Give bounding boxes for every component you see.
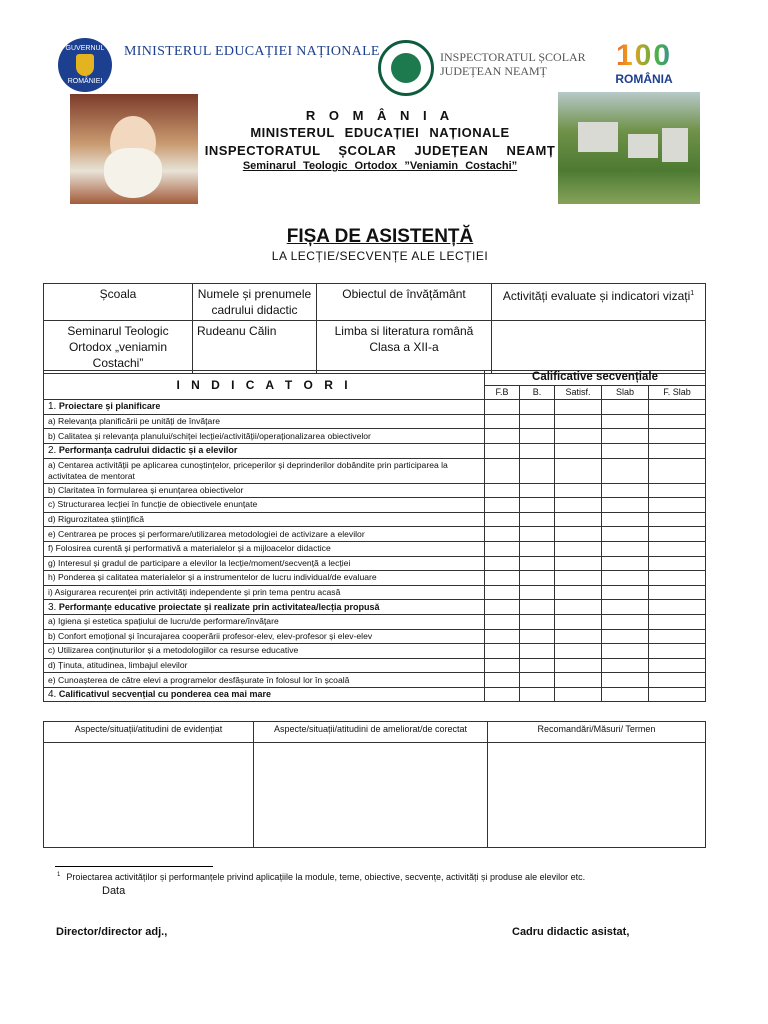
grade-cell[interactable] xyxy=(485,673,520,688)
grade-cell[interactable] xyxy=(649,629,706,644)
indicator-label: f) Folosirea curentă și performativă a materialelor și a mijloacelor didactice xyxy=(44,541,485,556)
indicator-row xyxy=(44,541,706,556)
obs-header-highlight: Aspecte/situații/atitudini de evidențiat xyxy=(44,722,254,743)
grade-cell[interactable] xyxy=(602,673,649,688)
grade-cell[interactable] xyxy=(520,541,555,556)
grade-cell[interactable] xyxy=(485,629,520,644)
indicator-row xyxy=(44,673,706,688)
building-shape xyxy=(578,122,618,152)
obs-header-improve: Aspecte/situații/atitudini de ameliorat/de corectat xyxy=(254,722,488,743)
grade-cell[interactable] xyxy=(520,687,555,702)
indicator-row xyxy=(44,644,706,659)
form-title: FIȘA DE ASISTENȚĂ xyxy=(286,226,474,247)
grade-cell[interactable] xyxy=(649,443,706,458)
grade-cell[interactable] xyxy=(485,498,520,513)
section-row xyxy=(44,400,706,415)
grade-cell[interactable] xyxy=(555,556,602,571)
indicator-row xyxy=(44,429,706,444)
inspectorate-title: INSPECTORATUL ȘCOLAR JUDEȚEAN NEAMȚ xyxy=(204,143,556,158)
grade-cell[interactable] xyxy=(602,571,649,586)
grade-cell[interactable] xyxy=(649,483,706,498)
grade-cell[interactable] xyxy=(649,658,706,673)
indicator-row xyxy=(44,556,706,571)
grade-cell[interactable] xyxy=(520,483,555,498)
grade-cell[interactable] xyxy=(555,658,602,673)
indicator-label: a) Centarea activității pe aplicarea cunoștințelor, priceperilor și deprinderilor dobândite prin participarea la activitatea de mentorat xyxy=(44,458,485,483)
indicator-label: b) Calitatea și relevanța planului/schiței lecției/activității/operaționalizarea obiectivelor xyxy=(44,429,485,444)
info-school-value[interactable]: Seminarul Teologic Ortodox „veniamin Costachi” xyxy=(44,321,193,374)
centenary-logo xyxy=(604,40,684,90)
grade-cell[interactable] xyxy=(555,443,602,458)
section-title xyxy=(44,400,485,415)
indicator-label: a) Relevanța planificării pe unități de învățare xyxy=(44,414,485,429)
teacher-signature-label: Cadru didactic asistat, xyxy=(512,926,630,938)
grade-cell[interactable] xyxy=(555,673,602,688)
grade-cell[interactable] xyxy=(602,629,649,644)
info-header-row xyxy=(44,284,706,321)
grade-cell[interactable] xyxy=(485,458,520,483)
indicator-label: i) Asigurarea recurenței prin activități independente și prin tema pentru acasă xyxy=(44,585,485,600)
isj-label-line2: JUDEȚEAN NEAMȚ xyxy=(440,64,547,78)
grade-cell[interactable] xyxy=(520,614,555,629)
indicator-row xyxy=(44,512,706,527)
grade-cell[interactable] xyxy=(649,512,706,527)
info-table xyxy=(43,283,706,374)
grade-cell[interactable] xyxy=(555,414,602,429)
inspectorate-logo xyxy=(378,40,434,96)
grade-cell[interactable] xyxy=(485,527,520,542)
grade-cell[interactable] xyxy=(485,687,520,702)
coat-of-arms-icon xyxy=(76,54,94,76)
grade-cell[interactable] xyxy=(602,614,649,629)
indicator-row xyxy=(44,458,706,483)
indicator-label: b) Claritatea în formularea și enunțarea obiectivelor xyxy=(44,483,485,498)
grade-cell[interactable] xyxy=(485,658,520,673)
indicator-label: h) Ponderea și calitatea materialelor și a instrumentelor de lucru individual/de evaluare xyxy=(44,571,485,586)
grade-cell[interactable] xyxy=(649,498,706,513)
indicator-label: g) Interesul și gradul de participare a elevilor la lecție/moment/secvență a lecției xyxy=(44,556,485,571)
grade-cell[interactable] xyxy=(649,644,706,659)
grade-cell[interactable] xyxy=(555,498,602,513)
section-title xyxy=(44,600,485,615)
indicator-row xyxy=(44,571,706,586)
grade-cell[interactable] xyxy=(555,400,602,415)
grade-cell[interactable] xyxy=(602,658,649,673)
grade-cell[interactable] xyxy=(602,585,649,600)
grade-cell[interactable] xyxy=(485,443,520,458)
grade-cell[interactable] xyxy=(602,400,649,415)
grade-fslab: F. Slab xyxy=(649,385,706,400)
grade-cell[interactable] xyxy=(520,600,555,615)
grade-cell[interactable] xyxy=(649,556,706,571)
footnote-number: 1 xyxy=(57,872,61,878)
section-title xyxy=(44,687,485,702)
footnote-mark: 1 xyxy=(690,290,695,297)
form-subtitle: LA LECȚIE/SECVENȚE ALE LECȚIEI xyxy=(271,249,489,263)
info-subject-value[interactable] xyxy=(317,321,492,374)
country-title: R O M Â N I A xyxy=(305,108,455,123)
observations-value-row xyxy=(44,743,706,848)
director-signature-label: Director/director adj., xyxy=(56,926,168,938)
seminary-aerial-photo xyxy=(558,92,700,204)
grade-cell[interactable] xyxy=(602,644,649,659)
grade-cell[interactable] xyxy=(602,527,649,542)
grade-cell[interactable] xyxy=(555,600,602,615)
info-header-activities xyxy=(492,284,706,321)
saint-portrait-image xyxy=(70,94,198,204)
grade-cell[interactable] xyxy=(520,429,555,444)
section-title-text: Calificativul secvențial cu ponderea cea mai mare xyxy=(58,689,271,700)
grade-cell[interactable] xyxy=(485,429,520,444)
section-title-text: Performanța cadrului didactic și a elevilor xyxy=(58,445,238,456)
centenary-number: 100 xyxy=(604,40,684,72)
info-value-row xyxy=(44,321,706,374)
grade-cell[interactable] xyxy=(485,414,520,429)
ministry-logo-label: MINISTERUL EDUCAȚIEI NAȚIONALE xyxy=(124,44,380,59)
info-activities-value[interactable] xyxy=(492,321,706,374)
indicators-header-row xyxy=(44,371,706,386)
grade-cell[interactable] xyxy=(485,483,520,498)
observations-table xyxy=(43,721,706,848)
grade-cell[interactable] xyxy=(602,429,649,444)
grade-cell[interactable] xyxy=(520,400,555,415)
grade-cell[interactable] xyxy=(555,614,602,629)
grades-title: Calificative secvențiale xyxy=(485,371,706,386)
grade-cell[interactable] xyxy=(602,687,649,702)
grade-cell[interactable] xyxy=(485,556,520,571)
centenary-label: ROMÂNIA xyxy=(615,72,673,86)
building-shape xyxy=(628,134,658,158)
section-title xyxy=(44,443,485,458)
indicator-row xyxy=(44,483,706,498)
grade-cell[interactable] xyxy=(602,556,649,571)
ministry-title: MINISTERUL EDUCAȚIEI NAȚIONALE xyxy=(250,125,510,140)
government-logo xyxy=(58,38,112,92)
indicator-row xyxy=(44,658,706,673)
grade-cell[interactable] xyxy=(485,400,520,415)
section-title-text: Performanțe educative proiectate și realizate prin activitatea/lecția propusă xyxy=(58,601,380,612)
observations-header-row xyxy=(44,722,706,743)
grade-cell[interactable] xyxy=(649,687,706,702)
indicator-row xyxy=(44,498,706,513)
section-row xyxy=(44,600,706,615)
grade-cell[interactable] xyxy=(602,512,649,527)
isj-label-line1: INSPECTORATUL ȘCOLAR xyxy=(440,50,586,64)
info-header-subject: Obiectul de învățământ xyxy=(317,284,492,321)
grade-b: B. xyxy=(520,385,555,400)
grade-cell[interactable] xyxy=(520,585,555,600)
obs-recommend-field[interactable] xyxy=(488,743,706,848)
footnote xyxy=(57,872,585,882)
grade-cell[interactable] xyxy=(602,600,649,615)
grade-cell[interactable] xyxy=(555,541,602,556)
grade-cell[interactable] xyxy=(520,414,555,429)
building-shape xyxy=(662,128,688,162)
grade-cell[interactable] xyxy=(520,629,555,644)
indicator-label: d) Rigurozitatea științifică xyxy=(44,512,485,527)
grade-cell[interactable] xyxy=(649,414,706,429)
indicator-row xyxy=(44,585,706,600)
grade-cell[interactable] xyxy=(602,458,649,483)
grade-cell[interactable] xyxy=(555,585,602,600)
grade-cell[interactable] xyxy=(649,429,706,444)
grade-cell[interactable] xyxy=(602,483,649,498)
grade-cell[interactable] xyxy=(520,644,555,659)
grade-cell[interactable] xyxy=(520,458,555,483)
section-number: 3. xyxy=(48,601,57,613)
grade-cell[interactable] xyxy=(520,512,555,527)
footnote-separator xyxy=(55,866,213,867)
gov-logo-text-top: GUVERNUL xyxy=(65,45,105,52)
grade-cell[interactable] xyxy=(649,673,706,688)
indicator-label: c) Structurarea lecției în funcție de obiectivele enunțate xyxy=(44,498,485,513)
info-header-school: Școala xyxy=(44,284,193,321)
grade-cell[interactable] xyxy=(485,585,520,600)
indicator-label: c) Utilizarea conținuturilor și a metodologiilor ca resurse educative xyxy=(44,644,485,659)
grade-fb: F.B xyxy=(485,385,520,400)
section-row xyxy=(44,443,706,458)
grade-cell[interactable] xyxy=(485,614,520,629)
info-header-activities-text: Activități evaluate și indicatori vizați xyxy=(502,289,691,303)
grade-cell[interactable] xyxy=(520,556,555,571)
grade-cell[interactable] xyxy=(555,687,602,702)
obs-header-recommend: Recomandări/Măsuri/ Termen xyxy=(488,722,706,743)
grade-cell[interactable] xyxy=(485,571,520,586)
grade-cell[interactable] xyxy=(520,673,555,688)
date-label: Data xyxy=(102,885,126,897)
info-subject-line1: Limba si literatura română xyxy=(334,324,474,338)
indicators-table xyxy=(43,370,706,702)
info-subject-line2: Clasa a XII-a xyxy=(369,340,439,354)
indicator-row xyxy=(44,414,706,429)
section-title-text: Proiectare și planificare xyxy=(58,401,161,412)
grade-cell[interactable] xyxy=(520,443,555,458)
grade-cell[interactable] xyxy=(602,443,649,458)
indicator-label: b) Confort emoțional și încurajarea cooperării profesor-elev, elev-profesor și elev-elev xyxy=(44,629,485,644)
grade-cell[interactable] xyxy=(555,644,602,659)
grade-cell[interactable] xyxy=(555,483,602,498)
section-number: 4. xyxy=(48,689,57,701)
grade-cell[interactable] xyxy=(485,644,520,659)
grade-cell[interactable] xyxy=(555,571,602,586)
grade-cell[interactable] xyxy=(649,458,706,483)
grade-cell[interactable] xyxy=(649,614,706,629)
grade-cell[interactable] xyxy=(649,527,706,542)
gov-logo-text-bottom: ROMÂNIEI xyxy=(67,78,103,85)
indicator-label: e) Cunoașterea de către elevi a programelor desfășurate în folosul lor în școală xyxy=(44,673,485,688)
grade-cell[interactable] xyxy=(555,512,602,527)
grade-cell[interactable] xyxy=(555,458,602,483)
grade-slab: Slab xyxy=(602,385,649,400)
grade-cell[interactable] xyxy=(602,541,649,556)
info-header-teacher: Numele și prenumele cadrului didactic xyxy=(193,284,317,321)
indicator-row xyxy=(44,629,706,644)
section-number: 1. xyxy=(48,401,57,413)
indicators-body xyxy=(44,371,706,702)
footnote-text: Proiectarea activităților și performanțele privind aplicațiile la module, teme, obiective, secvențe, activități și produse ale elevilor etc. xyxy=(66,872,586,882)
section-row xyxy=(44,687,706,702)
info-teacher-value[interactable]: Rudeanu Călin xyxy=(193,321,317,374)
grade-cell[interactable] xyxy=(649,400,706,415)
grade-cell[interactable] xyxy=(520,498,555,513)
grade-cell[interactable] xyxy=(520,527,555,542)
grade-cell[interactable] xyxy=(520,571,555,586)
grade-cell[interactable] xyxy=(485,600,520,615)
grade-cell[interactable] xyxy=(649,585,706,600)
indicator-row xyxy=(44,527,706,542)
inspectorate-logo-label xyxy=(440,50,586,78)
grade-cell[interactable] xyxy=(649,600,706,615)
grade-cell[interactable] xyxy=(602,498,649,513)
grade-cell[interactable] xyxy=(555,629,602,644)
book-figure-icon xyxy=(391,53,421,83)
grade-cell[interactable] xyxy=(555,527,602,542)
grade-satisf: Satisf. xyxy=(555,385,602,400)
section-number: 2. xyxy=(48,445,57,457)
grade-cell[interactable] xyxy=(485,541,520,556)
indicator-label: a) Igiena și estetica spațiului de lucru/de performare/învățare xyxy=(44,614,485,629)
portrait-beard xyxy=(104,148,162,198)
indicator-label: e) Centrarea pe proces și performare/utilizarea metodologiei de activizare a elevilor xyxy=(44,527,485,542)
grade-cell[interactable] xyxy=(602,414,649,429)
grade-cell[interactable] xyxy=(485,512,520,527)
grade-cell[interactable] xyxy=(649,541,706,556)
obs-improve-field[interactable] xyxy=(254,743,488,848)
obs-highlight-field[interactable] xyxy=(44,743,254,848)
grade-cell[interactable] xyxy=(649,571,706,586)
indicator-label: d) Ținuta, atitudinea, limbajul elevilor xyxy=(44,658,485,673)
grade-cell[interactable] xyxy=(520,658,555,673)
indicator-row xyxy=(44,614,706,629)
indicators-header: I N D I C A T O R I xyxy=(44,371,485,400)
grade-cell[interactable] xyxy=(555,429,602,444)
school-title: Seminarul Teologic Ortodox ”Veniamin Costachi” xyxy=(242,160,518,172)
